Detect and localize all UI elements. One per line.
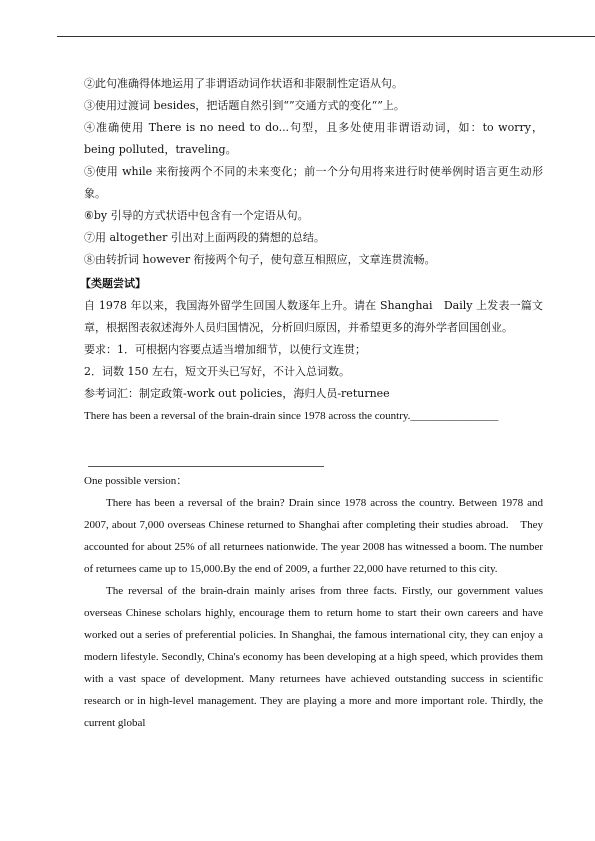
- task-prompt: 自 1978 年以来，我国海外留学生回国人数逐年上升。请在 Shanghai Daily 上发表一篇文章，根据图表叙述海外人员归国情况，分析回归原因，并希望更多的海外学者回国创业。: [84, 299, 543, 334]
- note-7: ⑦用 altogether 引出对上面两段的猜想的总结。: [84, 231, 325, 244]
- opening-sentence: There has been a reversal of the brain-drain since 1978 across the country.: [84, 410, 411, 422]
- note-4: ④准确使用 There is no need to do...句型，且多处使用非谓语动词，如：to worry，being polluted，traveling。: [84, 121, 543, 156]
- requirement-2: 2．词数 150 左右，短文开头已写好，不计入总词数。: [84, 365, 350, 378]
- essay-paragraph-2: The reversal of the brain-drain mainly arises from three facts. Firstly, our government values overseas Chinese scholars highly, encourage them to return home to start their own careers and have worked out a series of preferential policies. In Shanghai, the famous international city, they can enjoy a modern lifestyle. Secondly, China's economy has been developing at a high speed, which provides them with a vast space of development. Many returnees have achieved outstanding success in scientific research or in high-level management. They are playing a more and more important role. Thirdly, the current global: [84, 585, 543, 729]
- note-6: ⑥by 引导的方式状语中包含有一个定语从句。: [84, 209, 309, 222]
- note-8: ⑧由转折词 however 衔接两个句子，使句意互相照应，文章连贯流畅。: [84, 253, 436, 266]
- essay-paragraph-1: There has been a reversal of the brain? Drain since 1978 across the country. Between 1978 and 2007, about 7,000 overseas Chinese returned to Shanghai after completing their studies abroad. They accounted for about 25% of all returnees nationwide. The year 2008 has witnessed a boom. The number of returnees came up to 15,000.By the end of 2009, a further 22,000 have returned to this city.: [84, 497, 543, 575]
- practice-task: [84, 295, 543, 427]
- note-2: ②此句准确得体地运用了非谓语动词作状语和非限制性定语从句。: [84, 77, 403, 90]
- analysis-notes: [84, 73, 543, 271]
- sample-essay: [84, 470, 543, 734]
- requirement-1: 要求：1．可根据内容要点适当增加细节，以使行文连贯；: [84, 343, 366, 356]
- answer-line: [88, 466, 324, 467]
- note-3: ③使用过渡词 besides，把话题自然引到“”交通方式的变化“”上。: [84, 99, 405, 112]
- essay-opening: [84, 405, 543, 427]
- header-rule: [57, 36, 595, 37]
- essay-label: One possible version：: [84, 475, 188, 487]
- section-heading: 【类题尝试】: [80, 277, 146, 290]
- note-5: ⑤使用 while 来衔接两个不同的未来变化；前一个分句用将来进行时使举例时语言更生动形象。: [84, 165, 543, 200]
- answer-blank: ________________: [410, 410, 499, 422]
- vocabulary: 参考词汇：制定政策-work out policies，海归人员-returnee: [84, 387, 390, 400]
